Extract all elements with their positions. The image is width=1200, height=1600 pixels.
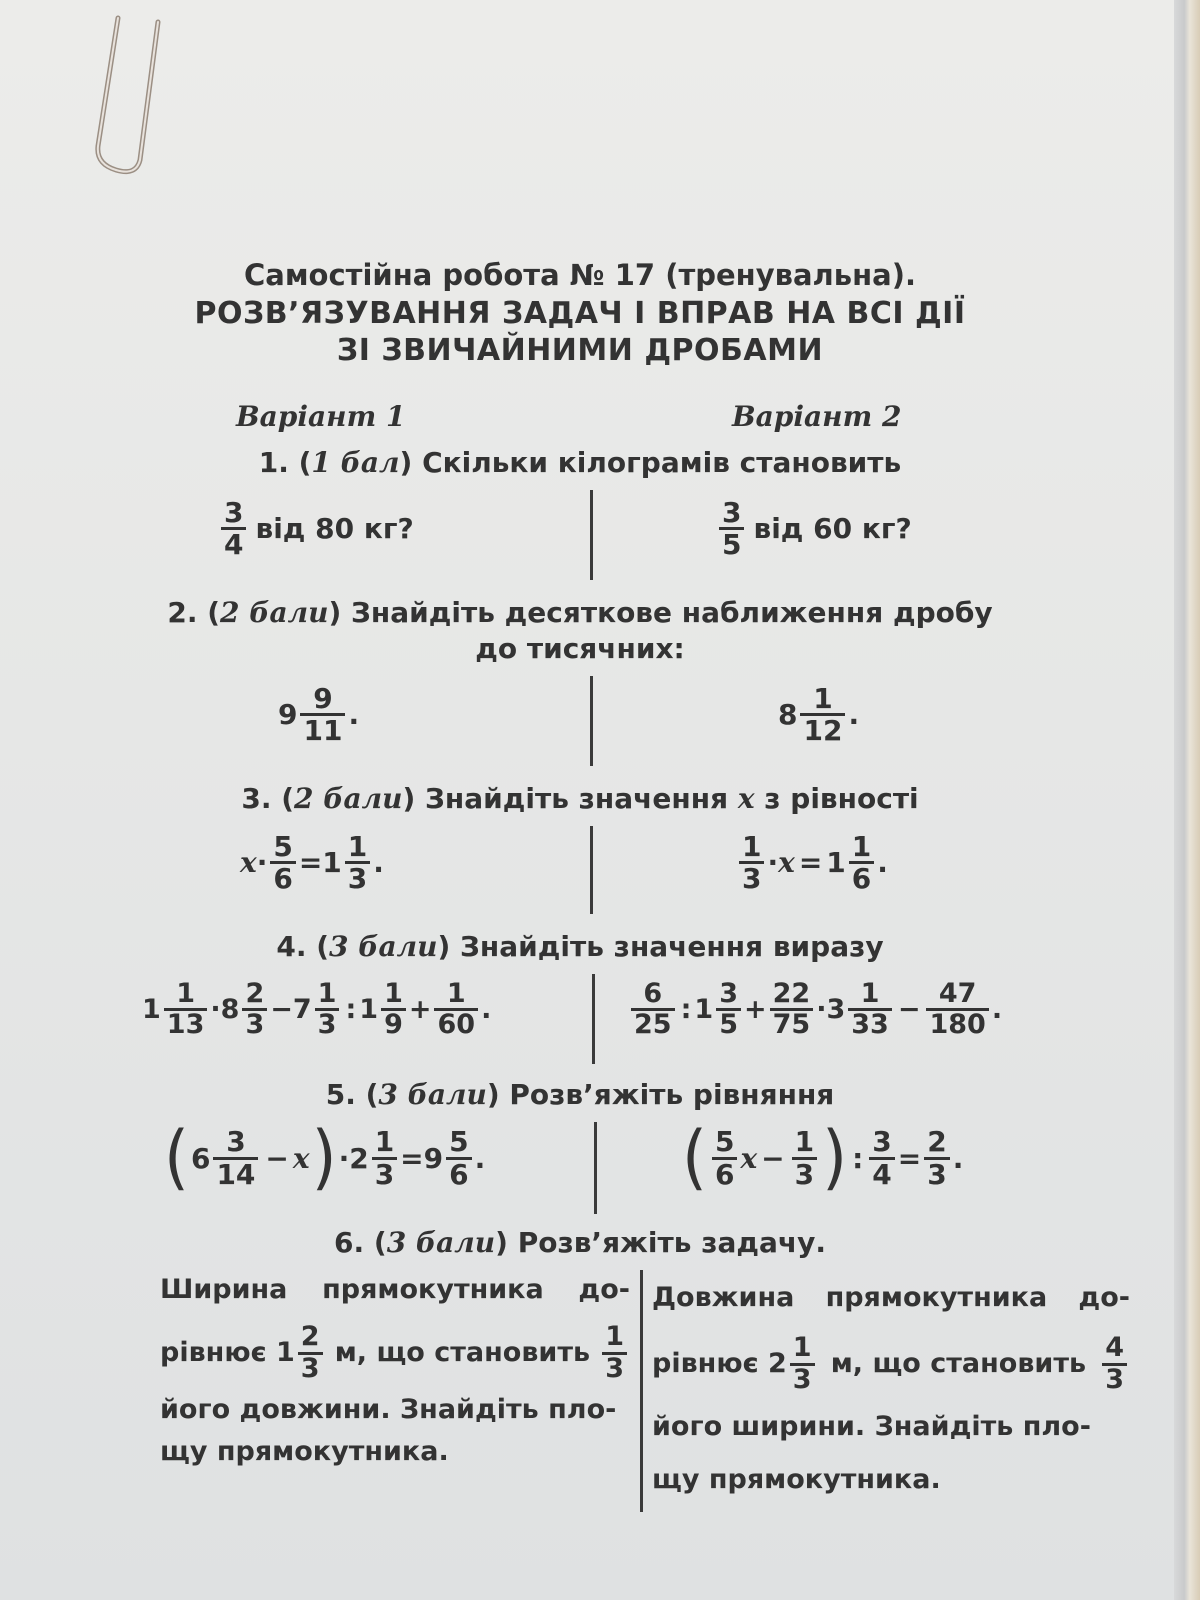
v1-task-5-expression: ( 6 $\frac{3}{14}$ − x ) · 2 $\frac{1}{3}$ = 9 $\frac{5}{6}$ . xyxy=(164,1117,486,1199)
worksheet-heading-line-1: РОЗВ’ЯЗУВАННЯ ЗАДАЧ І ВПРАВ НА ВСІ ДІЇ xyxy=(194,296,966,331)
task-4-heading: 4. (3 бали) Знайдіть значення виразу xyxy=(276,930,884,963)
column-divider xyxy=(592,974,595,1064)
variant-1-label: Варіант 1 xyxy=(236,400,406,433)
v1-task-1-expression: $\frac{3}{4}$ від 80 кг? xyxy=(218,498,414,560)
task-1-heading: 1. (1 бал) Скільки кілограмів становить xyxy=(258,446,902,479)
v2-task-6-text: Довжина прямокутника до- рівнює 2 $\frac{1}{3}$ м, що становить $\frac{4}{3}$ його ширини. Знайдіть пло- щу прямокутника. xyxy=(652,1282,1130,1495)
fraction: $\frac{3}{4}$ xyxy=(221,498,246,560)
paperclip-icon xyxy=(70,10,180,180)
v2-task-2-expression: 8 $\frac{1}{12}$ . xyxy=(778,682,860,748)
paper-edge xyxy=(1174,0,1200,1600)
worksheet-heading-line-2: ЗІ ЗВИЧАЙНИМИ ДРОБАМИ xyxy=(336,333,824,368)
v2-task-4-expression: $\frac{6}{25}$ : 1 $\frac{3}{5}$ + $\frac{22}{75}$ · 3 $\frac{1}{33}$ − $\frac{47}{180}$ . xyxy=(628,980,1002,1040)
worksheet-title: Самостійна робота № 17 (тренувальна). xyxy=(243,258,916,292)
fraction: $\frac{3}{5}$ xyxy=(719,498,744,560)
v1-task-3-expression: x · $\frac{5}{6}$ = 1 $\frac{1}{3}$ . xyxy=(240,830,384,896)
v2-task-5-expression: ( $\frac{5}{6}$ x − $\frac{1}{3}$ ) : $\frac{3}{4}$ = $\frac{2}{3}$ . xyxy=(682,1117,964,1199)
v1-task-6-text: Ширина прямокутника до- рівнює 1 $\frac{2}{3}$ м, що становить $\frac{1}{3}$ його довжини. Знайдіть пло- щу прямокутника. xyxy=(160,1274,630,1467)
task-5-heading: 5. (3 бали) Розв’яжіть рівняння xyxy=(325,1078,835,1111)
column-divider xyxy=(594,1122,597,1214)
v2-task-3-expression: $\frac{1}{3}$ · x = 1 $\frac{1}{6}$ . xyxy=(736,832,888,894)
task-6-heading: 6. (3 бали) Розв’яжіть задачу. xyxy=(334,1226,826,1259)
variant-2-label: Варіант 2 xyxy=(732,400,902,433)
task-3-heading: 3. (2 бали) Знайдіть значення x з рівності xyxy=(241,782,919,815)
task-2-heading-cont: до тисячних: xyxy=(475,632,685,665)
column-divider xyxy=(590,826,593,914)
column-divider xyxy=(640,1270,643,1512)
column-divider xyxy=(590,676,593,766)
task-2-heading: 2. (2 бали) Знайдіть десяткове наближення дробу xyxy=(167,596,993,629)
v2-task-1-expression: $\frac{3}{5}$ від 60 кг? xyxy=(716,498,912,560)
v1-task-2-expression: 9 $\frac{9}{11}$ . xyxy=(278,682,360,748)
column-divider xyxy=(590,490,593,580)
v1-task-4-expression: 1 $\frac{1}{13}$ · 8 $\frac{2}{3}$ − 7 $\frac{1}{3}$ : 1 $\frac{1}{9}$ + $\frac{1}{60}$ . xyxy=(142,978,492,1041)
